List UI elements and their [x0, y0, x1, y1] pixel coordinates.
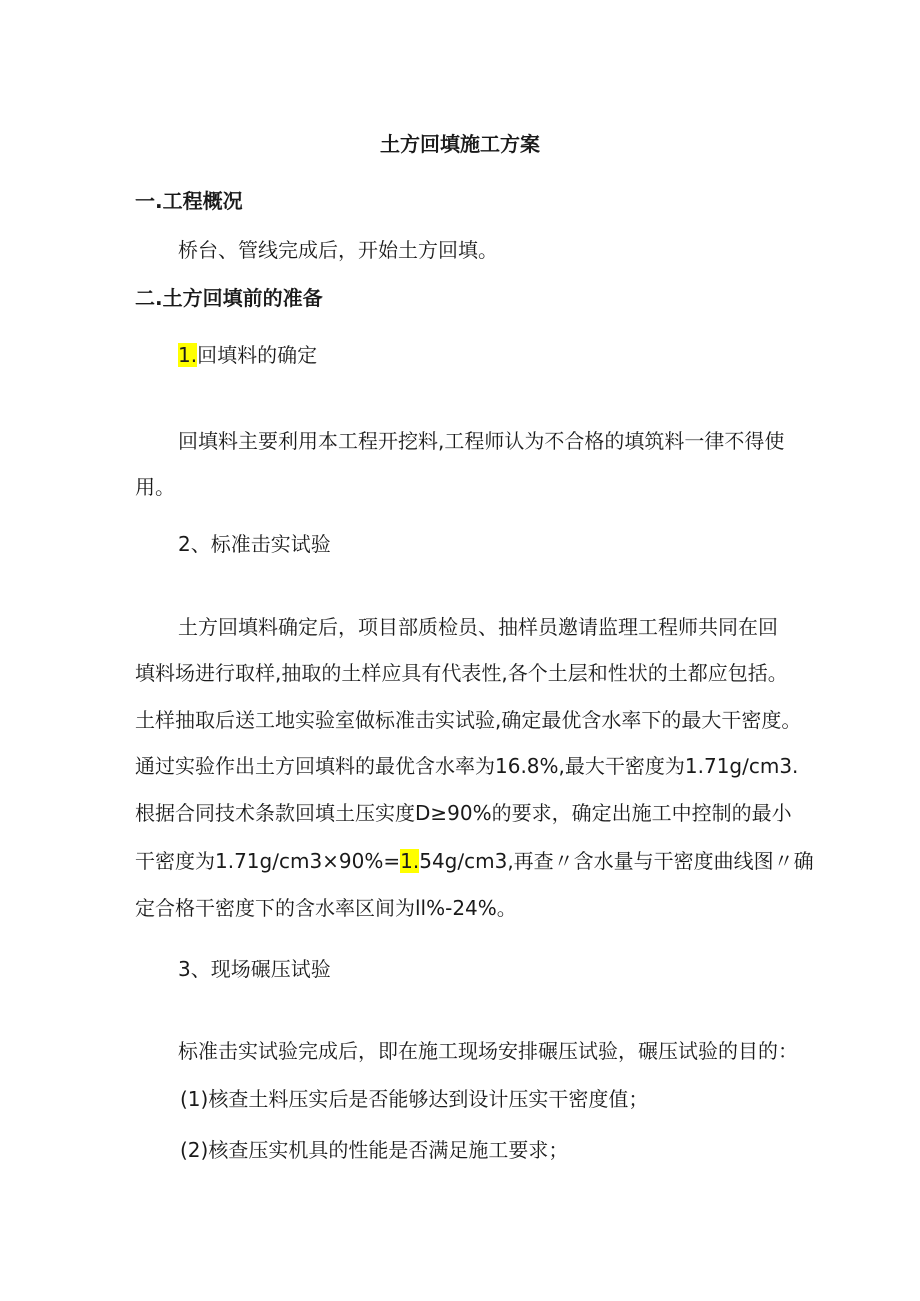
list-item: (1)核查土料压实后是否能够达到设计压实干密度值； [180, 1087, 649, 1111]
paragraph-line: 标准击实试验完成后，即在施工现场安排碾压试验，碾压试验的目的： [178, 1039, 798, 1063]
overview-text: 桥台、管线完成后，开始土方回填。 [178, 238, 498, 262]
highlighted-text: 1. [400, 849, 420, 873]
subheading-label: 回填料的确定 [197, 343, 318, 367]
paragraph-line [135, 846, 814, 876]
paragraph-line: 土样抽取后送工地实验室做标准击实试验,确定最优含水率下的最大干密度。 [135, 708, 802, 732]
paragraph-line: 定合格干密度下的含水率区间为ll%-24%。 [135, 896, 517, 920]
subheading-field-rolling-test: 3、现场碾压试验 [178, 957, 331, 981]
text-segment: 54g∕cm3,再查〃含水量与干密度曲线图〃确 [419, 849, 814, 873]
section-heading-overview: 一.工程概况 [135, 189, 243, 213]
list-item: (2)核查压实机具的性能是否满足施工要求； [180, 1138, 569, 1162]
paragraph-line: 用。 [135, 475, 175, 499]
section-heading-preparation: 二.土方回填前的准备 [135, 286, 323, 310]
text-segment: 干密度为1.71g∕cm3×90%= [135, 849, 401, 873]
subheading-fill-material [178, 340, 317, 370]
paragraph-line: 根据合同技术条款回填土压实度D≥90%的要求，确定出施工中控制的最小 [135, 801, 792, 825]
document-title: 土方回填施工方案 [380, 132, 540, 156]
paragraph-line: 填料场进行取样,抽取的土样应具有代表性,各个土层和性状的土都应包括。 [135, 661, 788, 685]
highlighted-number: 1. [178, 343, 198, 367]
subheading-compaction-test: 2、标准击实试验 [178, 532, 331, 556]
paragraph-line: 土方回填料确定后，项目部质检员、抽样员邀请监理工程师共同在回 [178, 615, 778, 639]
paragraph-line: 通过实验作出土方回填料的最优含水率为16.8%,最大干密度为1.71g∕cm3. [135, 754, 799, 778]
paragraph-line: 回填料主要利用本工程开挖料,工程师认为不合格的填筑料一律不得使 [178, 429, 785, 453]
